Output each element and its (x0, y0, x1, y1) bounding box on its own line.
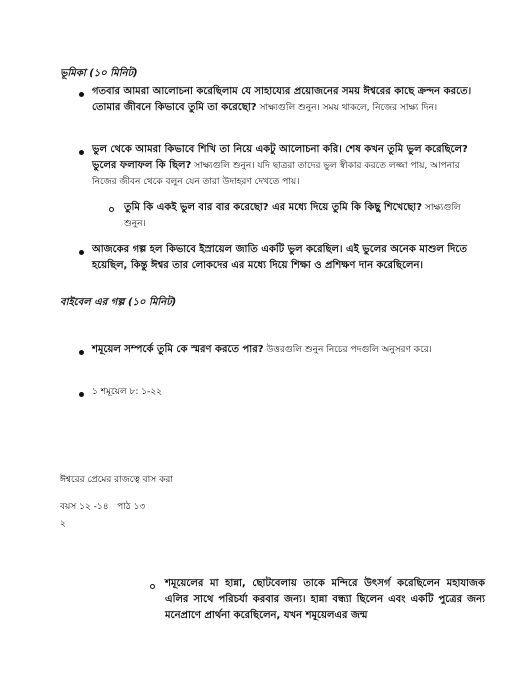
bullet-dot (79, 392, 84, 397)
footer-age-lesson: বয়স ১২ -১৪ পাঠ ১৩ (60, 502, 146, 512)
bullet-dot (79, 250, 84, 255)
bullet-scripture-reference (92, 384, 487, 400)
bullet-normal-text: সাক্ষ্যগুলি শুনুন। (124, 203, 461, 229)
bullet-intro-previous-lesson (92, 84, 487, 116)
sub-bullet-circle (150, 584, 155, 589)
bullet-intro-mistakes (92, 142, 487, 190)
footer-page-number: ২ (60, 519, 66, 529)
bullet-bold-text: শমূয়েল সম্পর্কে তুমি কে স্মরণ করতে পার? (92, 344, 264, 355)
bullet-bold-text: ভুল থেকে আমরা কিভাবে শিখি তা নিয়ে একটু আলোচনা করি। শেষ কখন তুমি ভুল করেছিলে? ভুলের ফলাফল কি ছিল? (92, 144, 468, 171)
bullet-dot (79, 92, 84, 97)
bullet-bold-text: তুমি কি একই ভুল বার বার করেছো? এর মধ্যে দিয়ে তুমি কি কিছু শিখেছো? (124, 202, 423, 213)
bullet-today-story (92, 242, 487, 274)
story-paragraph: শমূয়েলের মা হান্না, ছোটবেলায় তাকে মন্দিরে উৎসর্গ করেছিলেন মহাযাজক এলির সাথে পরিচর্যা করবার জন্য। হান্না বন্ধ্যা ছিলেন এবং একটি পুত্রের জন্য মনেপ্রাণে প্রার্থনা করেছিলেন, যখন শমূয়েলএর জন্ম (165, 578, 485, 621)
bullet-normal-text: সাক্ষ্যগুলি শুনুন। সময় থাকলে, নিজের সাক্ষ্য দিন। (256, 103, 438, 113)
bullet-normal-text: সাক্ষ্যগুলি শুনুন। যদি ছাত্ররা তাদের ভুল স্বীকার করতে লজ্জা পায়, আপনার নিজের জীবন থেকে বলুন যেন তারা উদাহরণ দেখতে পায়। (92, 161, 460, 187)
bullet-samuel-remember (92, 342, 487, 358)
bullet-dot (79, 350, 84, 355)
bullet-normal-text: ১ শমূয়েল ৮: ১-২২ (92, 387, 163, 397)
bullet-dot (79, 150, 84, 155)
bible-story-heading: বাইবেল এর গল্প (১০ মিনিট) (60, 297, 177, 308)
footer-title: ঈশ্বরের প্রেমের রাজত্বে বাস করা (60, 475, 173, 485)
intro-heading: ভূমিকা (১০ মিনিট) (60, 68, 138, 79)
sub-bullet-circle (109, 207, 114, 212)
sub-bullet-same-mistake (124, 200, 484, 232)
bullet-bold-text: আজকের গল্প হল কিভাবে ইস্রায়েল জাতি একটি ভুল করেছিল। এই ভুলের অনেক মাশুল দিতে হয়েছিল, কিন্তু ঈশ্বর তার লোকদের এর মধ্যে দিয়ে শিক্ষা ও প্রশিক্ষণ দান করেছিলেন। (92, 244, 467, 271)
bullet-normal-text: উত্তরগুলি শুনুন নিচের পদগুলি অনুসরণ করে। (263, 345, 432, 355)
bullet-bold-text: গতবার আমরা আলোচনা করেছিলাম যে সাহায্যের প্রয়োজনের সময় ঈশ্বরের কাছে ক্রন্দন করতে। তোমার জীবনে কিভাবে তুমি তা করেছো? (92, 86, 472, 113)
